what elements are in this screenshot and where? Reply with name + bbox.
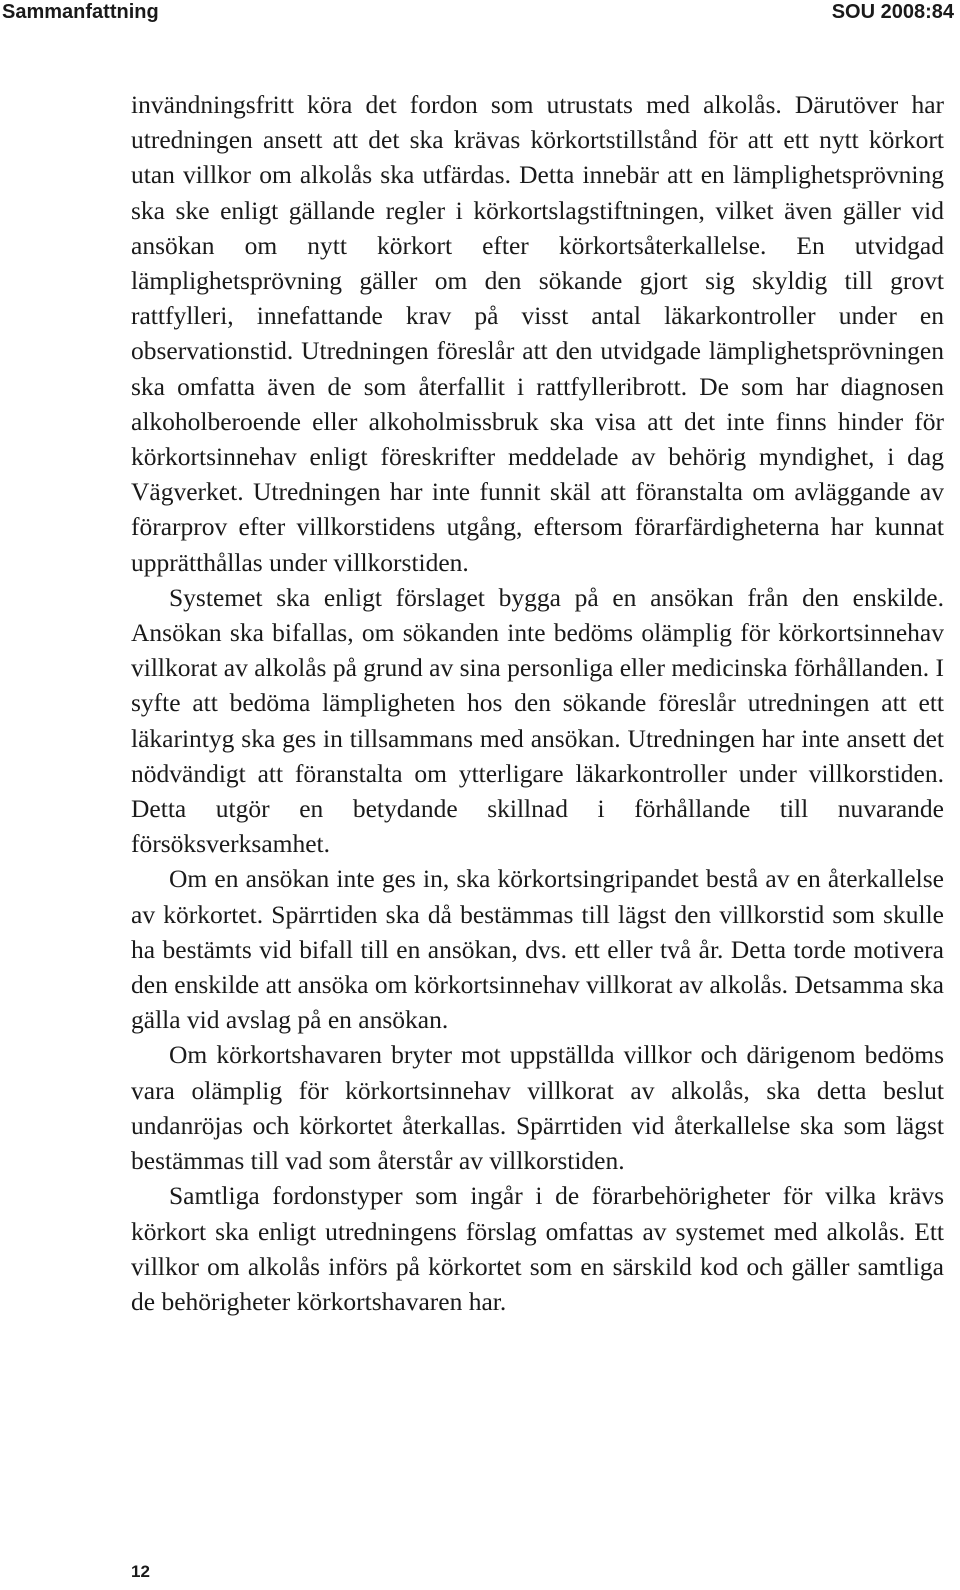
page-number: 12 xyxy=(131,1562,150,1581)
body-text xyxy=(131,87,944,1319)
running-header xyxy=(0,0,960,24)
paragraph-3: Om en ansökan inte ges in, ska körkortsingripandet bestå av en återkallelse av körkortet. Spärrtiden ska då bestämmas till lägst den villkorstid som skulle ha bestämts vid bifall till en ansökan, dvs. ett eller två år. Detta torde motivera den enskilde att ansöka om körkortsinnehav villkorat av alkolås. Detsamma ska gälla vid avslag på en ansökan. xyxy=(131,864,944,1035)
section-title: Sammanfattning xyxy=(2,1,159,23)
paragraph-2: Systemet ska enligt förslaget bygga på en ansökan från den enskilde. Ansökan ska bifallas, om sökanden inte bedöms olämplig för körkortsinnehav villkorat av alkolås på grund av sina personliga eller medicinska förhållanden. I syfte att bedöma lämpligheten hos den sökande föreslår utredningen att ett läkarintyg ska ges in tillsammans med ansökan. Utredningen har inte ansett det nödvändigt att föranstalta om ytterligare läkarkontroller under villkorstiden. Detta utgör en betydande skillnad i förhållande till nuvarande försöksverksamhet. xyxy=(131,582,944,859)
paragraph-1: invändningsfritt köra det fordon som utrustats med alkolås. Därutöver har utredningen ansett att det ska krävas körkortstillstånd för att ett nytt körkort utan villkor om alkolås ska utfärdas. Detta innebär att en lämplighetsprövning ska ske enligt gällande regler i körkortslagstiftningen, vilket även gäller vid ansökan om nytt körkort efter körkortsåterkallelse. En utvidgad lämplighetsprövning gäller om den sökande gjort sig skyldig till grovt rattfylleri, innefattande krav på visst antal läkarkontroller under en observationstid. Utredningen föreslår att den utvidgade lämplighetsprövningen ska omfatta även de som återfallit i rattfylleribrott. De som har diagnosen alkoholberoende eller alkoholmissbruk ska visa att det inte finns hinder för körkortsinnehav enligt föreskrifter meddelade av behörig myndighet, i dag Vägverket. Utredningen har inte funnit skäl att föranstalta om avläggande av förarprov efter villkorstidens utgång, eftersom förarfärdigheterna har kunnat upprätthållas under villkorstiden. xyxy=(131,90,944,577)
paragraph-4: Om körkortshavaren bryter mot uppställda villkor och därigenom bedöms vara olämplig för körkortsinnehav villkorat av alkolås, ska detta beslut undanröjas och körkortet återkallas. Spärrtiden vid återkallelse ska som lägst bestämmas till vad som återstår av villkorstiden. xyxy=(131,1040,944,1176)
paragraph-5: Samtliga fordonstyper som ingår i de förarbehörigheter för vilka krävs körkort ska enligt utredningens förslag omfattas av systemet med alkolås. Ett villkor om alkolås införs på körkortet som en särskild kod och gäller samtliga de behörigheter körkortshavaren har. xyxy=(131,1181,944,1316)
publication-id: SOU 2008:84 xyxy=(831,1,954,23)
